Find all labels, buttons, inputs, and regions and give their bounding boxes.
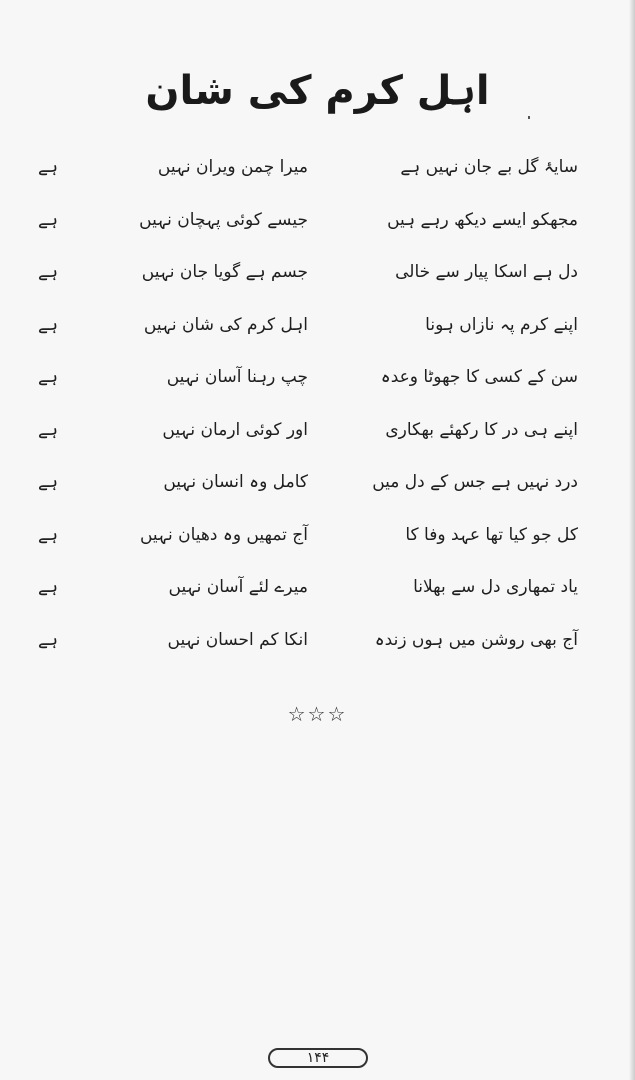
page-number: ۱۴۴ [306,1050,330,1066]
refrain-word: ہے [38,524,58,545]
couplet [38,261,578,314]
couplet [38,629,578,682]
couplet [38,419,578,472]
refrain-word: ہے [38,367,58,387]
page-edge-shadow [629,0,635,1080]
second-hemistich: اور کوئی ارمان نہیں [162,419,308,440]
couplet [38,576,578,629]
first-hemistich: سن کے کسی کا جھوٹا وعدہ [380,367,578,387]
page-number-frame [268,1048,368,1068]
first-hemistich: اپنے کرم پہ نازاں ہونا [425,314,578,335]
refrain-word: ہے [38,262,58,282]
couplet [38,314,578,367]
first-hemistich: کل جو کیا تھا عہد وفا کا [405,524,578,545]
second-hemistich: انکا کم احسان نہیں [167,629,308,650]
first-hemistich: یاد تمھاری دل سے بھلانا [413,577,578,597]
couplet [38,209,578,262]
refrain-word: ہے [38,629,58,650]
second-hemistich: جیسے کوئی پہچان نہیں [139,209,308,230]
star-ornament: ☆☆☆ [287,702,348,726]
refrain-word: ہے [38,157,58,177]
refrain-word: ہے [38,419,58,440]
couplet [38,156,578,209]
poem-title: اہل کرم کی شان [145,68,490,114]
couplet [38,524,578,577]
second-hemistich: چپ رہنا آسان نہیں [166,367,308,387]
second-hemistich: میرا چمن ویران نہیں [157,157,308,177]
refrain-word: ہے [38,577,58,597]
second-hemistich: اہل کرم کی شان نہیں [143,314,308,335]
second-hemistich: جسم ہے گویا جان نہیں [141,262,308,282]
couplet [38,366,578,419]
second-hemistich: کامل وہ انسان نہیں [163,472,308,492]
first-hemistich: آج بھی روشن میں ہوں زندہ [374,629,578,650]
refrain-word: ہے [38,472,58,492]
couplet [38,471,578,524]
first-hemistich: دل ہے اسکا پیار سے خالی [395,262,578,282]
poem-body [38,156,578,681]
second-hemistich: آج تمھیں وہ دھیان نہیں [139,524,308,545]
second-hemistich: میرے لئے آسان نہیں [168,577,308,597]
first-hemistich: درد نہیں ہے جس کے دل میں [372,472,578,492]
first-hemistich: سایۂ گل بے جان نہیں ہے [400,157,578,177]
refrain-word: ہے [38,209,58,230]
first-hemistich: اپنے ہی در کا رکھئے بھکاری [385,419,578,440]
first-hemistich: مجھکو ایسے دیکھ رہے ہیں [387,209,578,230]
print-speck [528,116,530,119]
refrain-word: ہے [38,314,58,335]
